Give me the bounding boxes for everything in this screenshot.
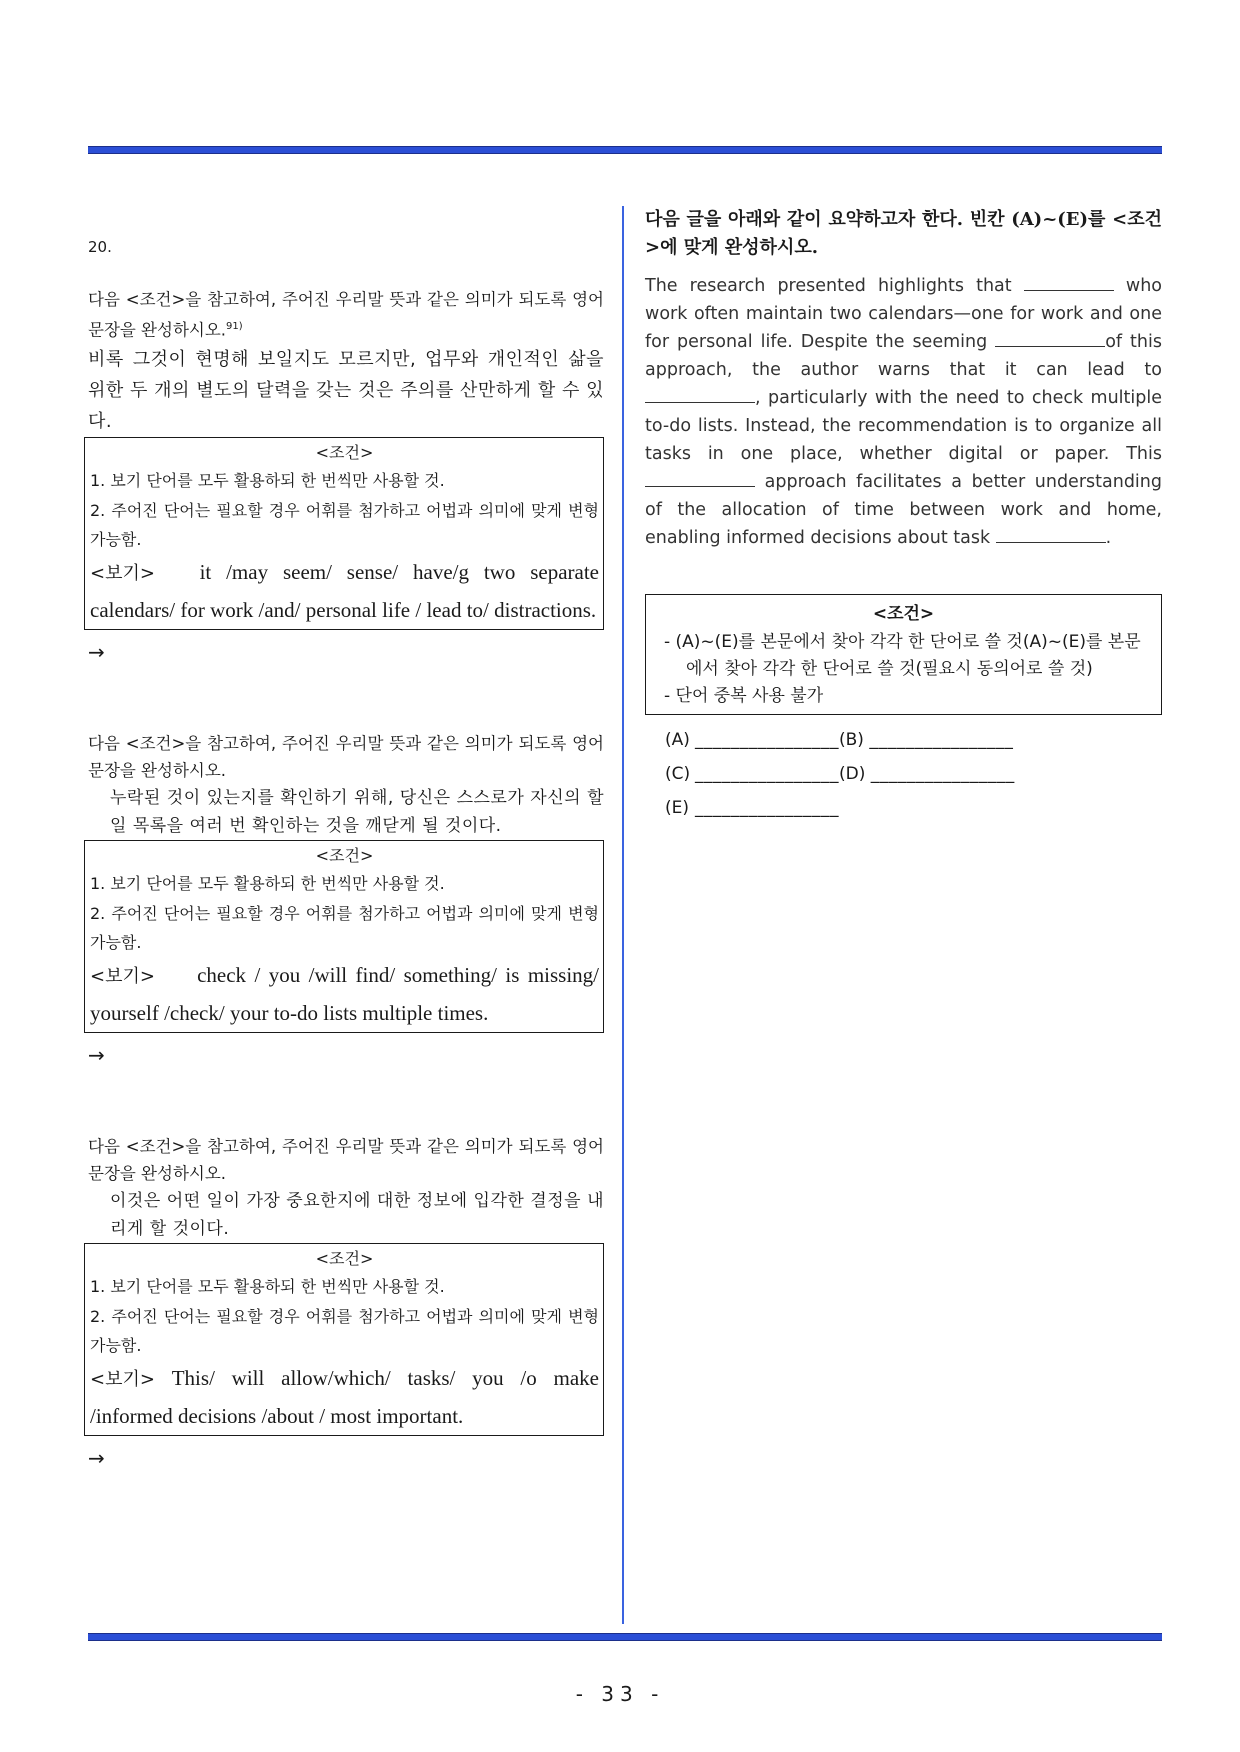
instruction-text: 다음 <조건>을 참고하여, 주어진 우리말 뜻과 같은 의미가 되도록 영어 문장을 완성하시오. <box>88 1136 604 1183</box>
left-column <box>88 210 604 1470</box>
word-bank-words: check / you /will find/ something/ is missing/ yourself /check/ your to-do lists multiple times. <box>90 962 599 1025</box>
condition-box <box>84 840 604 1033</box>
answer-row-e: (E) ________________ <box>665 798 839 818</box>
korean-sentence: 비록 그것이 현명해 보일지도 모르지만, 업무와 개인적인 삶을 위한 두 개의 별도의 달력을 갖는 것은 주의를 산만하게 할 수 있다. <box>88 348 604 432</box>
word-bank <box>90 957 599 1032</box>
condition-rule-2: - 단어 중복 사용 불가 <box>664 686 824 706</box>
answer-line-e[interactable]: ________________ <box>695 798 839 818</box>
summary-instruction: 다음 글을 아래와 같이 요약하고자 한다. 빈칸 (A)~(E)를 <조건>에 맞게 완성하시오. <box>645 209 1162 258</box>
footer-rule <box>88 1633 1162 1641</box>
word-bank <box>90 1360 599 1435</box>
answer-row-cd: (C) ________________(D) ________________ <box>665 764 1015 784</box>
answer-row-ab: (A) ________________(B) ________________ <box>665 730 1014 750</box>
condition-rule-2: 2. 주어진 단어는 필요할 경우 어휘를 첨가하고 어법과 의미에 맞게 변형 가능함. <box>90 500 599 549</box>
condition-box <box>84 1243 604 1436</box>
condition-box <box>84 437 604 630</box>
korean-sentence: 누락된 것이 있는지를 확인하기 위해, 당신은 스스로가 자신의 할 일 목록을 여러 번 확인하는 것을 깨닫게 될 것이다. <box>110 787 604 836</box>
page-number: - 33 - <box>575 1682 665 1706</box>
word-bank-words: it /may seem/ sense/ have/g two separate calendars/ for work /and/ personal life / lead to/ distractions. <box>90 559 599 622</box>
question-item-2 <box>88 730 604 1067</box>
answer-arrow: → <box>88 1042 105 1067</box>
column-divider <box>622 206 624 1624</box>
condition-rule-2: 2. 주어진 단어는 필요할 경우 어휘를 첨가하고 어법과 의미에 맞게 변형 가능함. <box>90 1306 599 1355</box>
right-column <box>645 206 1162 825</box>
answer-line-a[interactable]: ________________ <box>695 730 839 750</box>
word-bank-tag: <보기> <box>90 1368 155 1390</box>
blank-d <box>645 469 755 488</box>
condition-rule-1: - (A)~(E)를 본문에서 찾아 각각 한 단어로 쓸 것(A)~(E)를 본문에서 찾아 각각 한 단어로 쓸 것(필요시 동의어로 쓸 것) <box>664 632 1141 679</box>
question-item-1 <box>88 286 604 664</box>
answer-lines <box>645 723 1162 825</box>
answer-line-c[interactable]: ________________ <box>695 764 839 784</box>
blank-e <box>996 525 1106 544</box>
word-bank <box>90 554 599 629</box>
answer-arrow: → <box>88 639 105 664</box>
question-number: 20. <box>88 238 112 256</box>
word-bank-words: This/ will allow/which/ tasks/ you /o make /informed decisions /about / most important. <box>90 1365 599 1428</box>
footnote-marker: 91) <box>226 321 243 332</box>
korean-sentence: 이것은 어떤 일이 가장 중요한지에 대한 정보에 입각한 결정을 내리게 할 것이다. <box>110 1190 604 1239</box>
condition-rule-1: 1. 보기 단어를 모두 활용하되 한 번씩만 사용할 것. <box>90 1276 445 1296</box>
question-item-3 <box>88 1133 604 1470</box>
blank-a <box>1024 273 1114 292</box>
answer-line-d[interactable]: ________________ <box>870 764 1015 784</box>
condition-title: <조건> <box>315 442 374 462</box>
blank-c <box>645 385 755 404</box>
instruction-text: 다음 <조건>을 참고하여, 주어진 우리말 뜻과 같은 의미가 되도록 영어 문장을 완성하시오. <box>88 733 604 780</box>
condition-title: <조건> <box>315 845 374 865</box>
condition-rule-1: 1. 보기 단어를 모두 활용하되 한 번씩만 사용할 것. <box>90 470 445 490</box>
condition-rule-1: 1. 보기 단어를 모두 활용하되 한 번씩만 사용할 것. <box>90 873 445 893</box>
summary-passage: The research presented highlights that who work often maintain two calendars—one for work and one for personal life. Despite the seeming of this approach, the author warns that it can lead to , particularly with the need to check multiple to-do lists. Instead, the recommendation is to organize all tasks in one place, whether digital or paper. This approach facilitates a better understanding of the allocation of time between work and home, enabling informed decisions about task . <box>645 272 1162 552</box>
answer-line-b[interactable]: ________________ <box>869 730 1014 750</box>
summary-condition-box <box>645 594 1162 715</box>
word-bank-tag: <보기> <box>90 562 155 584</box>
condition-rule-2: 2. 주어진 단어는 필요할 경우 어휘를 첨가하고 어법과 의미에 맞게 변형 가능함. <box>90 903 599 952</box>
answer-arrow: → <box>88 1445 105 1470</box>
condition-title: <조건> <box>872 604 935 624</box>
instruction-text: 다음 <조건>을 참고하여, 주어진 우리말 뜻과 같은 의미가 되도록 영어 문장을 완성하시오.$^{91)}$ <box>88 290 604 340</box>
condition-title: <조건> <box>315 1248 374 1268</box>
word-bank-tag: <보기> <box>90 965 155 987</box>
blank-b <box>995 329 1105 348</box>
header-rule <box>88 146 1162 154</box>
